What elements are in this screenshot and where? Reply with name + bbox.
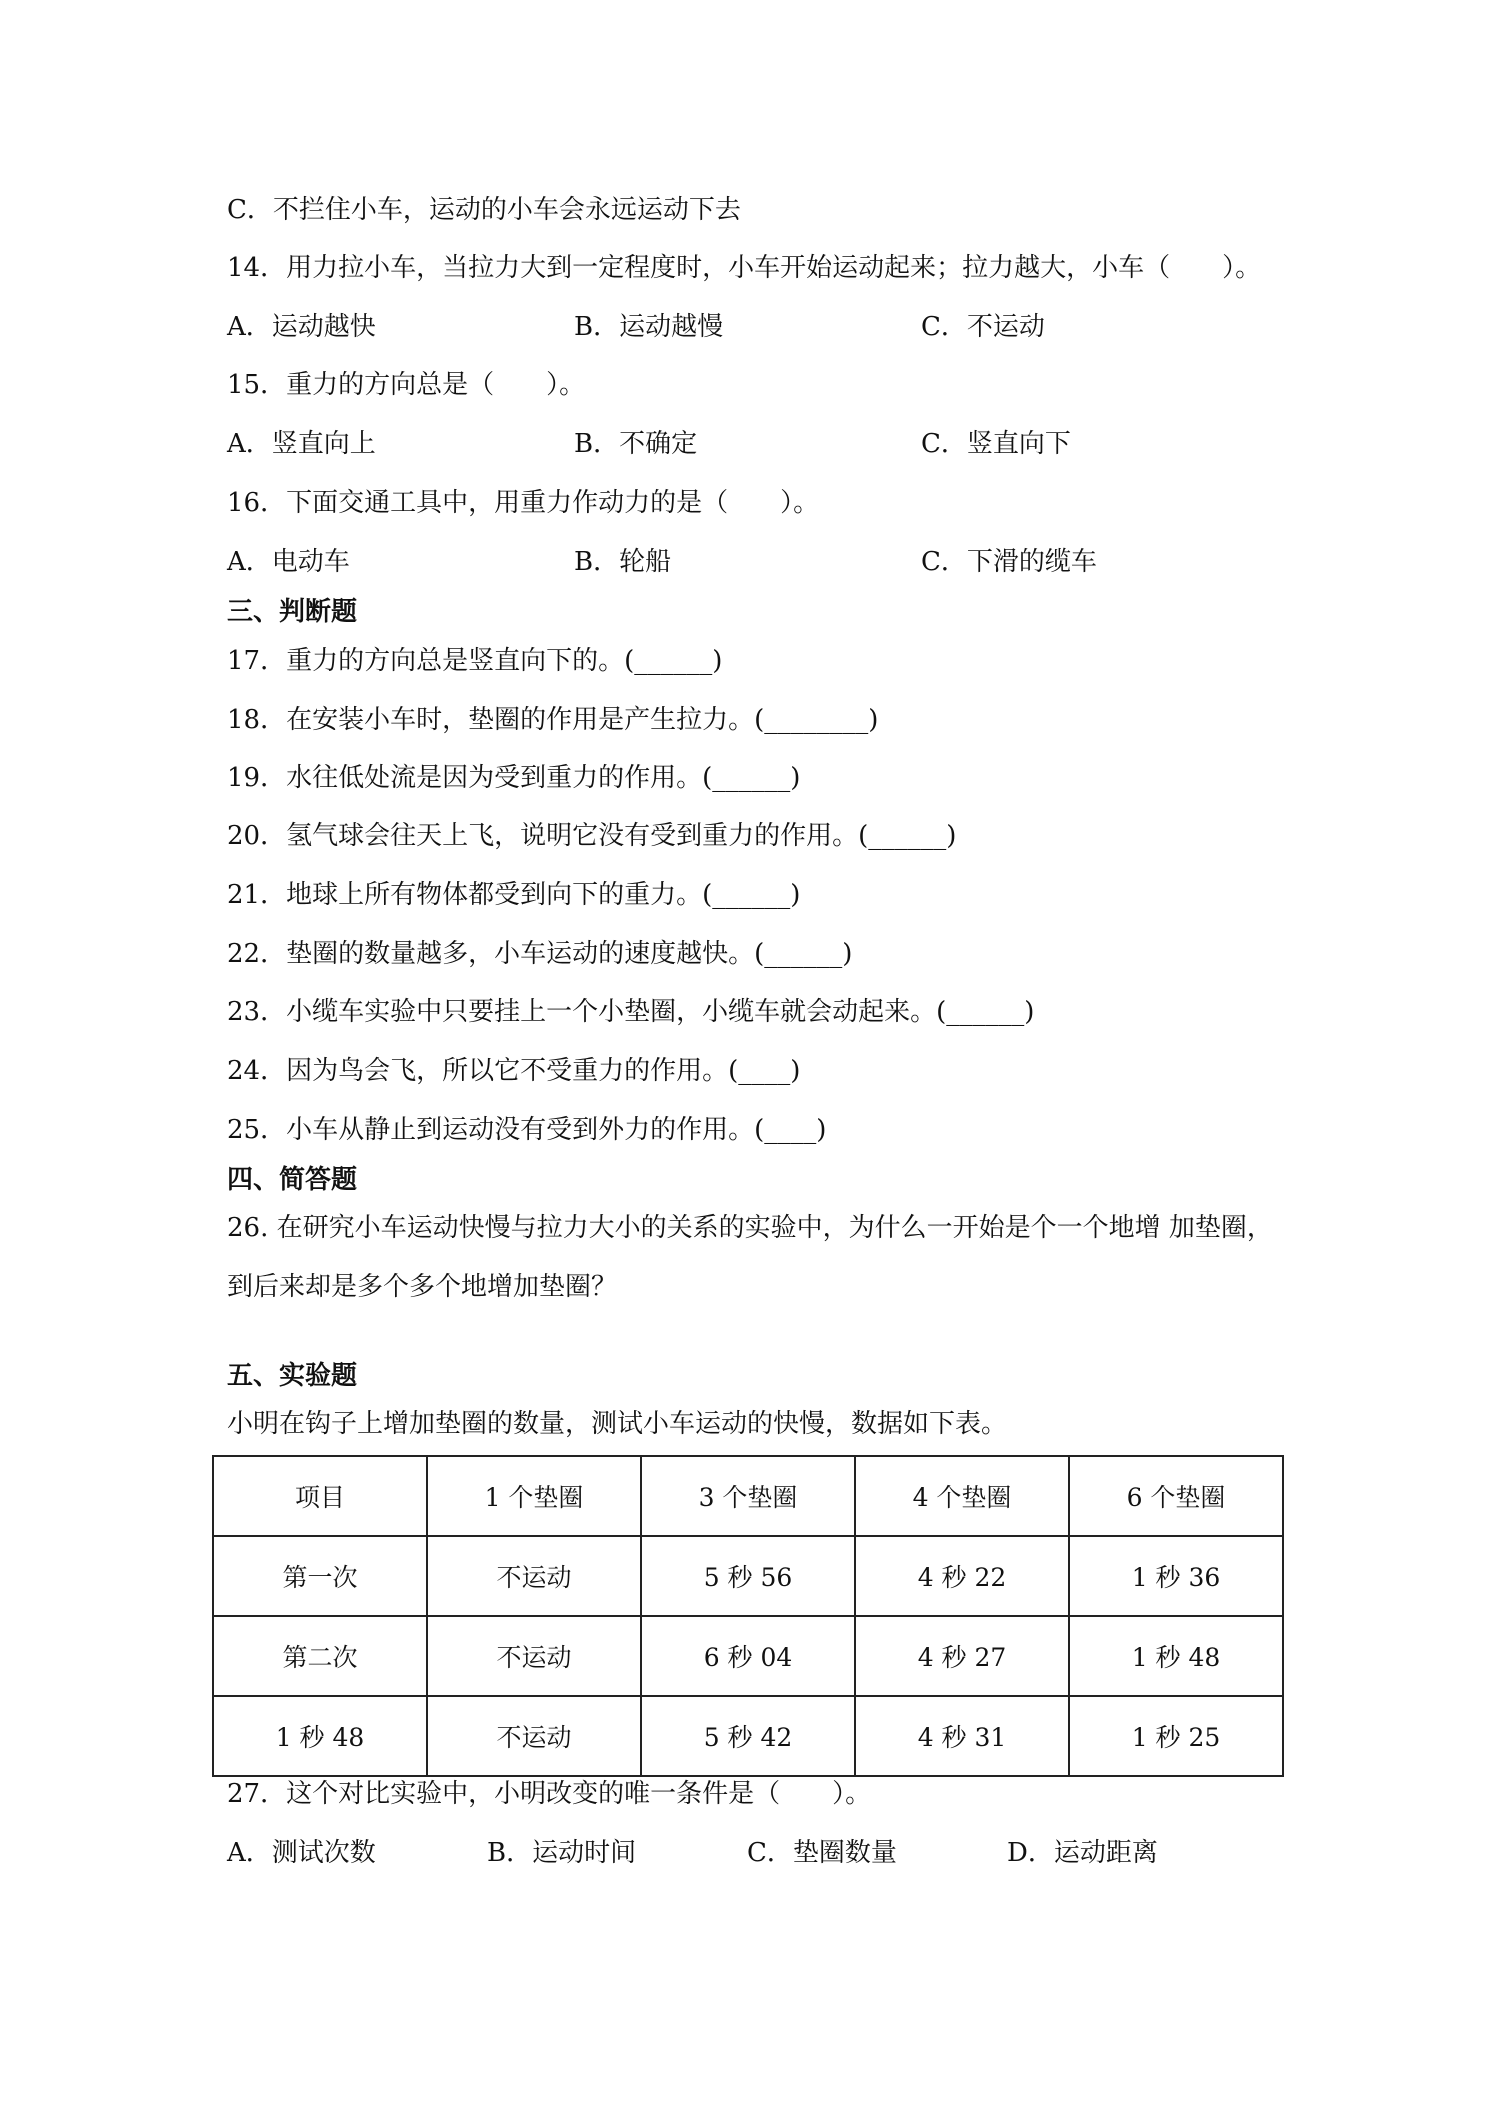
question-26-line-2: 到后来却是多个多个地增加垫圈？ [227,1272,618,1302]
question-21: 21．地球上所有物体都受到向下的重力。(______) [227,880,801,910]
table-cell: 5 秒 56 [641,1536,855,1616]
table-cell: 5 秒 42 [641,1696,855,1776]
table-header-cell: 4 个垫圈 [855,1456,1069,1536]
section-heading-short-answer: 四、简答题 [227,1165,358,1195]
question-25: 25．小车从静止到运动没有受到外力的作用。(____) [227,1115,827,1145]
option-c-q13: C．不拦住小车，运动的小车会永远运动下去 [227,195,741,225]
question-15: 15．重力的方向总是（ ）。 [227,370,586,400]
experiment-intro: 小明在钩子上增加垫圈的数量，测试小车运动的快慢，数据如下表。 [227,1409,1008,1439]
q27-option-c: C．垫圈数量 [747,1838,897,1868]
table-cell: 4 秒 27 [855,1616,1069,1696]
q14-option-a: A．运动越快 [227,312,376,342]
table-cell: 1 秒 48 [213,1696,427,1776]
table-row [213,1616,1283,1696]
section-heading-true-false: 三、判断题 [227,597,358,627]
question-18: 18．在安装小车时，垫圈的作用是产生拉力。(________) [227,705,879,735]
table-cell: 不运动 [427,1696,641,1776]
question-24: 24．因为鸟会飞，所以它不受重力的作用。(____) [227,1056,801,1086]
q15-option-b: B．不确定 [574,429,698,459]
question-19: 19．水往低处流是因为受到重力的作用。(______) [227,763,801,793]
q16-option-b: B．轮船 [574,547,672,577]
table-header-cell: 项目 [213,1456,427,1536]
q15-option-a: A．竖直向上 [227,429,376,459]
q27-option-a: A．测试次数 [227,1838,376,1868]
question-23: 23．小缆车实验中只要挂上一个小垫圈，小缆车就会动起来。(______) [227,997,1035,1027]
table-cell: 1 秒 25 [1069,1696,1283,1776]
table-cell: 第一次 [213,1536,427,1616]
question-16: 16．下面交通工具中，用重力作动力的是（ ）。 [227,488,820,518]
table-cell: 1 秒 48 [1069,1616,1283,1696]
q15-option-c: C．竖直向下 [921,429,1071,459]
table-row [213,1696,1283,1776]
table-cell: 4 秒 22 [855,1536,1069,1616]
question-22: 22．垫圈的数量越多，小车运动的速度越快。(______) [227,939,853,969]
table-cell: 4 秒 31 [855,1696,1069,1776]
q16-option-a: A．电动车 [227,547,350,577]
table-cell: 不运动 [427,1616,641,1696]
table-header-cell: 1 个垫圈 [427,1456,641,1536]
section-heading-experiment: 五、实验题 [227,1361,358,1391]
table-header-cell: 6 个垫圈 [1069,1456,1283,1536]
table-header-cell: 3 个垫圈 [641,1456,855,1536]
table-cell: 不运动 [427,1536,641,1616]
q27-option-d: D．运动距离 [1007,1838,1158,1868]
table-cell: 1 秒 36 [1069,1536,1283,1616]
table-header-row [213,1456,1283,1536]
question-20: 20．氢气球会往天上飞，说明它没有受到重力的作用。(______) [227,821,957,851]
question-26-line-1: 26. 在研究小车运动快慢与拉力大小的关系的实验中，为什么一开始是个一个地增 加垫圈， [227,1213,1273,1243]
question-17: 17．重力的方向总是竖直向下的。(______) [227,646,723,676]
q16-option-c: C．下滑的缆车 [921,547,1097,577]
q14-option-b: B．运动越慢 [574,312,724,342]
question-14: 14．用力拉小车，当拉力大到一定程度时，小车开始运动起来；拉力越大，小车（ ）。 [227,253,1262,283]
q27-option-b: B．运动时间 [487,1838,637,1868]
data-table [212,1455,1284,1777]
q14-option-c: C．不运动 [921,312,1045,342]
table-cell: 第二次 [213,1616,427,1696]
table-row [213,1536,1283,1616]
table-cell: 6 秒 04 [641,1616,855,1696]
question-27: 27．这个对比实验中，小明改变的唯一条件是（ ）。 [227,1779,872,1809]
